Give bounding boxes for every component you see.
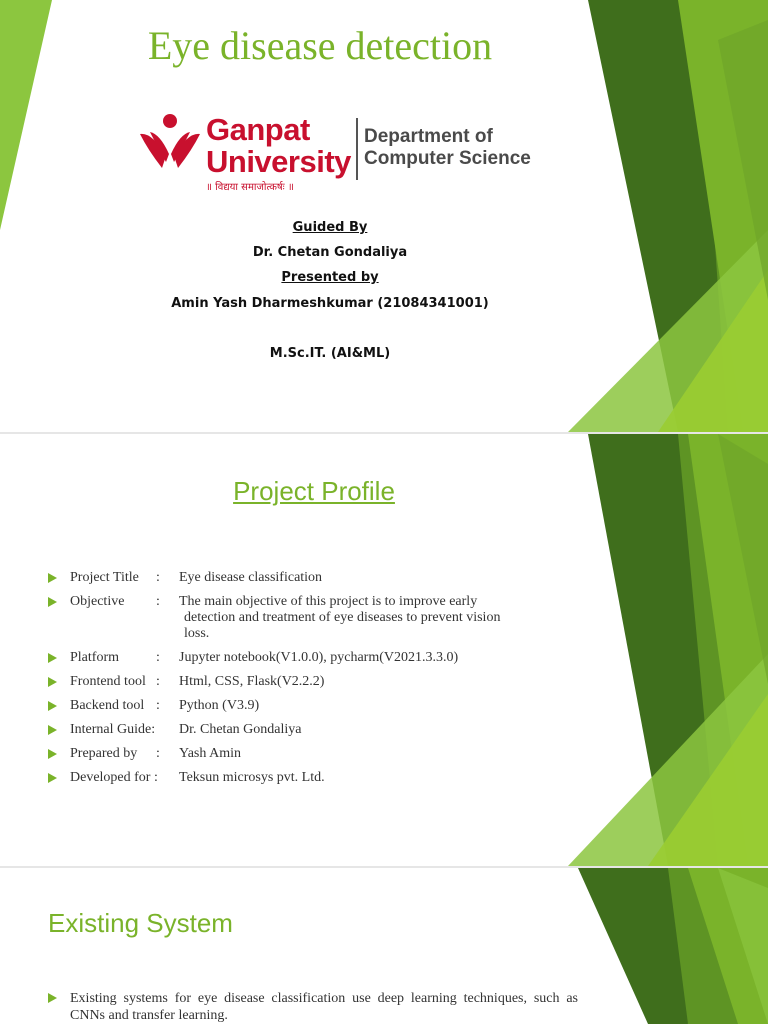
logo-divider (356, 118, 358, 180)
flame-logo-icon (136, 112, 200, 172)
list-item: Backend tool : Python (V3.9) (48, 698, 548, 714)
list-item: Objective : The main objective of this project is to improve early detection and treatment of eye diseases to prevent vision loss. (48, 594, 548, 642)
guided-by-label: Guided By (292, 220, 368, 235)
slide-title (0, 0, 768, 432)
list-item: Prepared by : Yash Amin (48, 746, 548, 762)
logo-dept-line1: Department of (364, 126, 493, 147)
bullet-arrow-icon (48, 701, 57, 711)
list-item: Platform : Jupyter notebook(V1.0.0), pycharm(V2021.3.3.0) (48, 650, 548, 666)
bullet-arrow-icon (48, 597, 57, 607)
list-item: Project Title : Eye disease classification (48, 570, 548, 586)
university-logo (136, 112, 546, 196)
bullet-arrow-icon (48, 993, 57, 1003)
guide-name: Dr. Chetan Gondaliya (252, 245, 408, 260)
list-item: Developed for : Teksun microsys pvt. Ltd. (48, 770, 548, 786)
project-profile-list (48, 570, 548, 794)
logo-name-ganpat: Ganpat (206, 112, 310, 147)
slide-heading: Existing System (48, 908, 233, 938)
logo-dept-line2: Computer Science (364, 148, 531, 169)
presentation-title: Eye disease detection (147, 23, 493, 68)
bullet-arrow-icon (48, 653, 57, 663)
presented-by-label: Presented by (281, 270, 379, 285)
slide-heading: Project Profile (233, 476, 395, 506)
list-item: Frontend tool : Html, CSS, Flask(V2.2.2) (48, 674, 548, 690)
presenter-name: Amin Yash Dharmeshkumar (21084341001) (171, 296, 489, 311)
bullet-arrow-icon (48, 725, 57, 735)
bullet-arrow-icon (48, 749, 57, 759)
logo-name-university: University (206, 144, 351, 179)
slide-project-profile (0, 434, 768, 866)
program-name: M.Sc.IT. (AI&ML) (269, 346, 391, 361)
logo-tagline: ॥ विद्यया समाजोत्कर्षः ॥ (206, 182, 294, 193)
right-green-decoration (568, 868, 768, 1024)
list-item: Existing systems for eye disease classification use deep learning techniques, such as CNNs and transfer learning. (48, 990, 578, 1024)
list-item: Internal Guide: Dr. Chetan Gondaliya (48, 722, 548, 738)
bullet-arrow-icon (48, 773, 57, 783)
existing-system-list (48, 990, 578, 1024)
bullet-arrow-icon (48, 677, 57, 687)
slide-existing-system (0, 868, 768, 1024)
bullet-arrow-icon (48, 573, 57, 583)
